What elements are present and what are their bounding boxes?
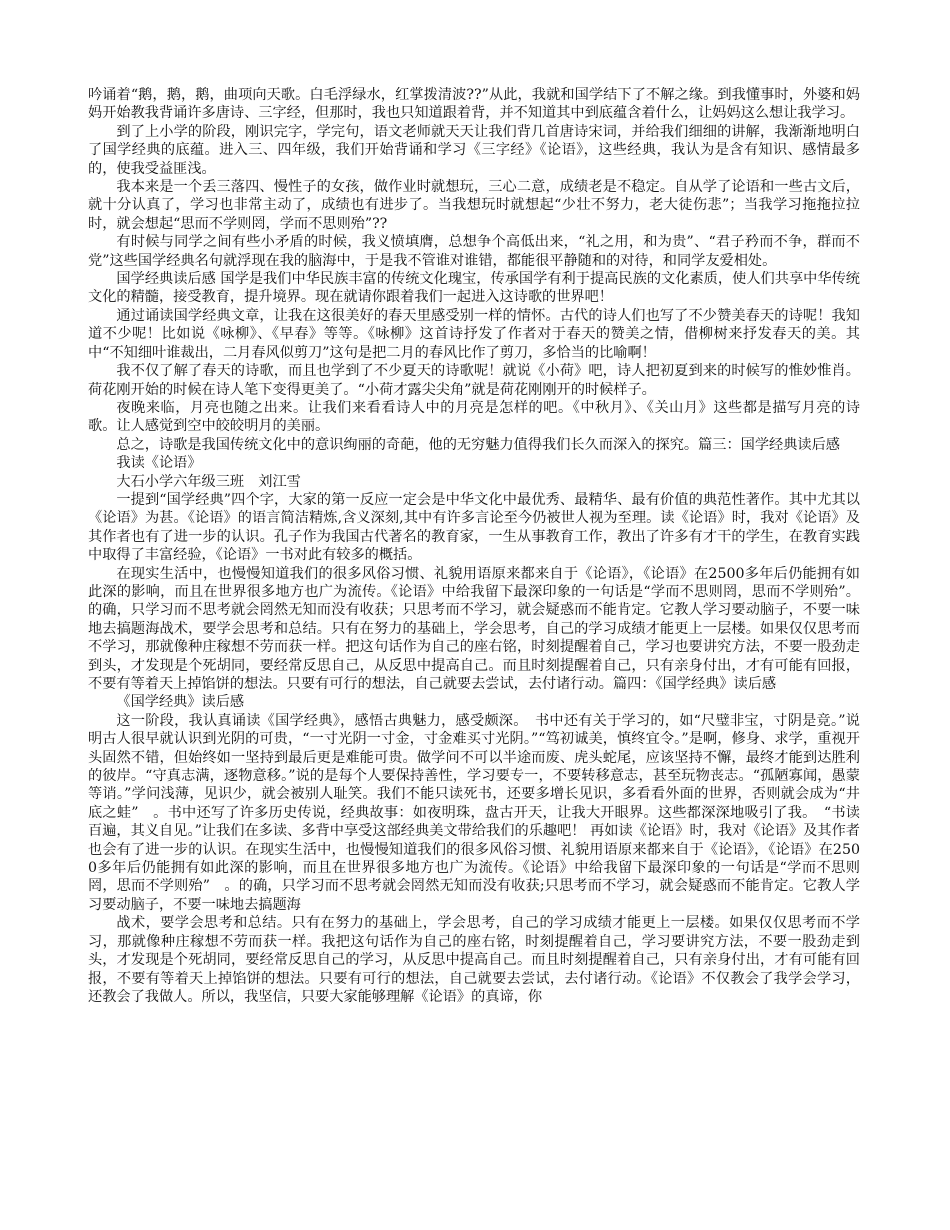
paragraph-lunyu-life: 在现实生活中，也慢慢知道我们的很多风俗习惯、礼貌用语原来都来自于《论语》，《论语》在2500多年后仍能拥有如此深的影响，而且在世界很多地方也广为流传。《论语》中给我留下最深印象的一句话是“学而不思则罔，思而不学则殆”。的确，只学习而不思考就会罔然无知而没有收获；只思考而不学习，就会疑惑而不能肯定。它教人学习要动脑子，不要一味地去搞题海战术，要学会思考和总结。只有在努力的基础上，学会思考，自己的学习成绩才能更上一层楼。如果仅仅思考而不学习，那就像种庄稼想不劳而获一样。把这句话作为自己的座右铭，时刻提醒着自己，学习也要讲究方法，不要一股劲走到头，才发现是个死胡同，要经常反思自己，从反思中提高自己。而且时刻提醒着自己，只有亲身付出，才有可能有回报，不要有等着天上掉馅饼的想法。只要有可行的想法，自己就要去尝试，去付诸行动。篇四：《国学经典》读后感 <box>88 565 860 692</box>
section-title-lunyu: 我读《论语》 <box>116 455 202 472</box>
paragraph-reading-experience: 这一阶段，我认真诵读《国学经典》，感悟古典魅力，感受颇深。 书中还有关于学习的，如“尺璧非宝，寸阴是竞。”说明古人很早就认识到光阴的可贵，“一寸光阴一寸金，寸金难买寸光阴。”“笃初诚美，慎终宜令。”是啊，修身、求学，重视开头固然不错，但始终如一坚持到最后更是难能可贵。做学问不可以半途而废、虎头蛇尾，应该坚持不懈，最终才能到达胜利的彼岸。“守真志满，逐物意移。”说的是每个人要保持善性，学习要专一，不要转移意志，甚至玩物丧志。“孤陋寡闻，愚蒙等诮。”学问浅薄，见识少，就会被别人耻笑。我们不能只读死书，还要多增长见识，多看看外面的世界，否则就会成为“井底之蛙” 。书中还写了许多历史传说，经典故事：如夜明珠，盘古开天，让我大开眼界。这些都深深地吸引了我。 “书读百遍，其义自见。”让我们在多读、多背中享受这部经典美文带给我们的乐趣吧！ 再如读《论语》时，我对《论语》及其作者也会有了进一步的认识。在现实生活中，也慢慢知道我们的很多风俗习惯、礼貌用语原来都来自于《论语》，《论语》在2500多年后仍能拥有如此深的影响，而且在世界很多地方也广为流传。《论语》中给我留下最深印象的一句话是“学而不思则罔，思而不学则殆” 。的确，只学习而不思考就会罔然无知而没有收获;只思考而不学习，就会疑惑而不能肯定。它教人学习要动脑子，不要一味地去搞题海 <box>88 712 860 913</box>
paragraph-lunyu-intro: 一提到“国学经典”四个字，大家的第一反应一定会是中华文化中最优秀、最精华、最有价值的典范性著作。其中尤其以《论语》为甚。《论语》的语言简洁精炼,含义深刻,其中有许多言论至今仍被世人视为至理。读《论语》时，我对《论语》及其作者也有了进一步的认识。孔子作为我国古代著名的教育家，一生从事教育工作，教出了许多有才干的学生，在教育实践中取得了丰富经验，《论语》一书对此有较多的概括。 <box>88 491 860 564</box>
section-title-guoxue-jingdian: 《国学经典》读后感 <box>116 694 245 711</box>
paragraph-intro: 吟诵着“鹅，鹅，鹅，曲项向天歌。白毛浮绿水，红掌拨清波??”从此，我就和国学结下了不解之缘。到我懂事时，外婆和妈妈开始教我背诵许多唐诗、三字经，但那时，我也只知道跟着背，并不知道其中到底蕴含着什么，让妈妈这么想让我学习。 <box>88 87 860 122</box>
paragraph-study-habits: 我本来是一个丢三落四、慢性子的女孩，做作业时就想玩，三心二意，成绩老是不稳定。自从学了论语和一些古文后，就十分认真了，学习也非常主动了，成绩也有进步了。当我想玩时就想起“少壮不努力，老大徒伤悲”；当我学习拖拖拉拉时，就会想起“思而不学则罔，学而不思则殆”?? <box>88 179 860 232</box>
paragraph-guoxue-review: 国学经典读后感 国学是我们中华民族丰富的传统文化瑰宝，传承国学有利于提高民族的文化素质，使人们共享中华传统文化的精髓，接受教育，提升境界。现在就请你跟着我们一起进入这诗歌的世界吧！ <box>88 271 860 306</box>
paragraph-classmates: 有时候与同学之间有些小矛盾的时候，我义愤填膺，总想争个高低出来，“礼之用，和为贵”、“君子矜而不争，群而不党”这些国学经典名句就浮现在我的脑海中，于是我不管谁对谁错，都能很平静随和的对待，和同学友爱相处。 <box>88 234 860 269</box>
author-line: 大石小学六年级三班 刘江雪 <box>116 473 301 490</box>
document-page <box>88 86 860 1006</box>
paragraph-conclusion: 总之，诗歌是我国传统文化中的意识绚丽的奇葩，他的无穷魅力值得我们长久而深入的探究。篇三：国学经典读后感 <box>116 436 840 453</box>
paragraph-final: 战术，要学会思考和总结。只有在努力的基础上，学会思考，自己的学习成绩才能更上一层楼。如果仅仅思考而不学习，那就像种庄稼想不劳而获一样。我把这句话作为自己的座右铭，时刻提醒着自己，学习要讲究方法，不要一股劲走到头，才发现是个死胡同，要经常反思自己的学习，从反思中提高自己。而且时刻提醒着自己，只有亲身付出，才有可能有回报，不要有等着天上掉馅饼的想法。只要有可行的想法，自己就要去尝试，去付诸行动。《论语》不仅教会了我学会学习，还教会了我做人。所以，我坚信，只要大家能够理解《论语》的真谛，你 <box>88 915 860 1005</box>
paragraph-moon-poems: 夜晚来临，月亮也随之出来。让我们来看看诗人中的月亮是怎样的吧。《中秋月》、《关山月》这些都是描写月亮的诗歌。让人感觉到空中皎皎明月的美丽。 <box>88 399 860 435</box>
paragraph-summer-poems: 我不仅了解了春天的诗歌，而且也学到了不少夏天的诗歌呢！就说《小荷》吧，诗人把初夏到来的时候写的惟妙惟肖。荷花刚开始的时候在诗人笔下变得更美了。“小荷才露尖尖角”就是荷花刚刚开的时候样子。 <box>88 363 860 398</box>
paragraph-spring-poems: 通过诵读国学经典文章，让我在这很美好的春天里感受别一样的情怀。古代的诗人们也写了不少赞美春天的诗呢！我知道不少呢！比如说《咏柳》、《早春》等等。《咏柳》这首诗抒发了作者对于春天的赞美之情，借柳树来抒发春天的美。其中“不知细叶谁裁出，二月春风似剪刀”这句是把二月的春风比作了剪刀，多恰当的比喻啊！ <box>88 307 860 361</box>
paragraph-primary-school: 到了上小学的阶段，刚识完字，学完句，语文老师就天天让我们背几首唐诗宋词，并给我们细细的讲解，我渐渐地明白了国学经典的底蕴。进入三、四年级，我们开始背诵和学习《三字经》《论语》，这些经典，我认为是含有知识、感情最多的，使我受益匪浅。 <box>88 123 860 177</box>
